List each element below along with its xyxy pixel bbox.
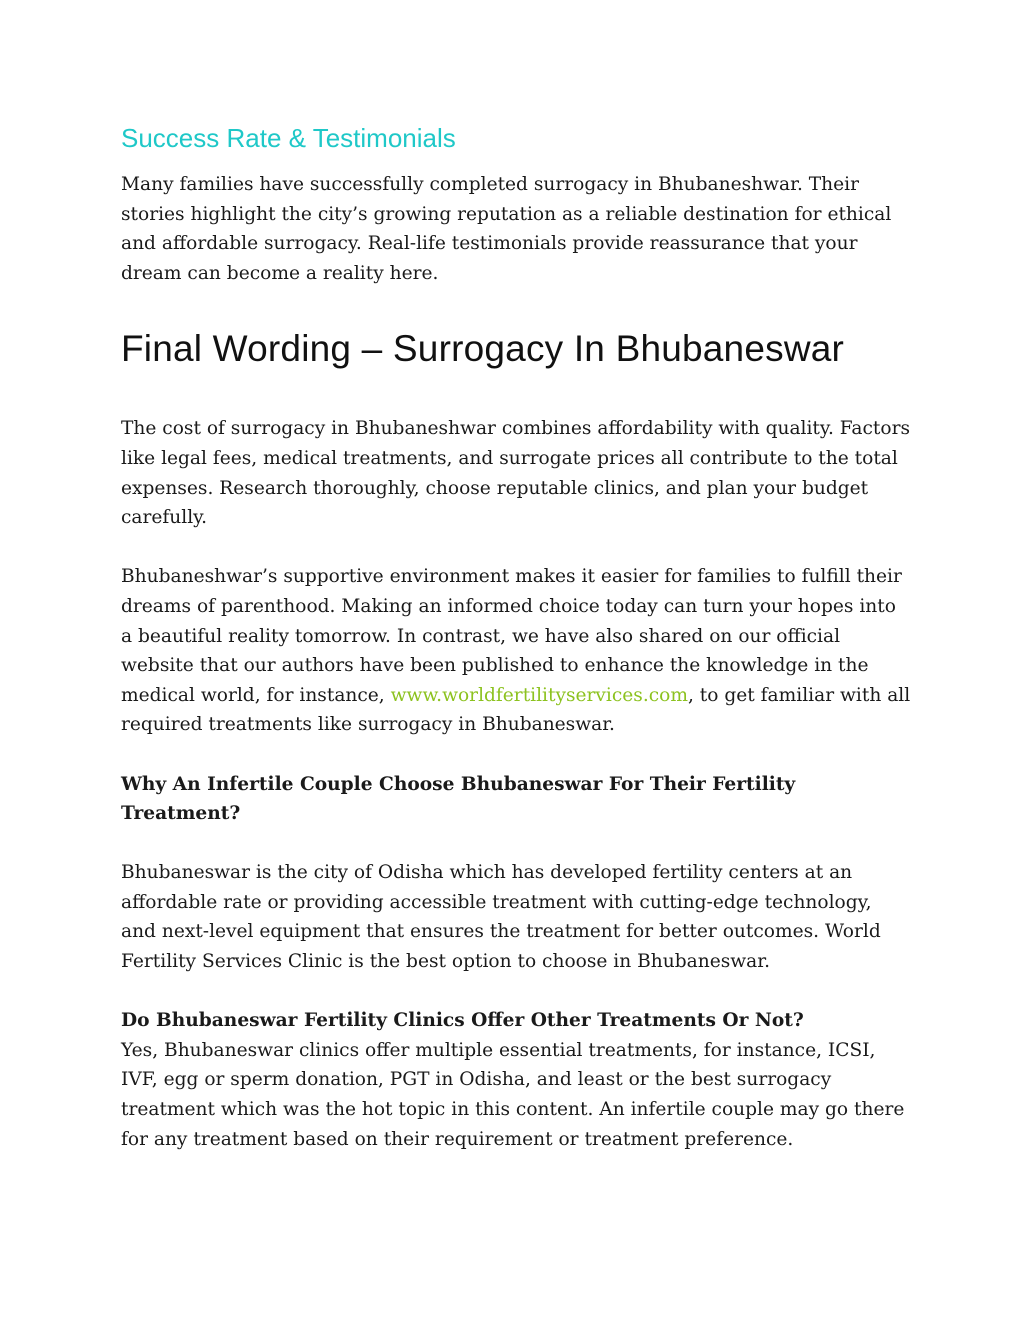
paragraph-2-text-after: , to get familiar with all required treatments like surrogacy in Bhubaneswar. — [121, 684, 911, 736]
section-heading-success-rate: Success Rate & Testimonials — [121, 123, 456, 153]
question-1-answer: Bhubaneswar is the city of Odisha which has developed fertility centers at an affordable rate or providing accessible treatment with cutting-edge technology, and next-level equipment that ensures the treatment for better outcomes. World Fertility Services Clinic is the best option to choose in Bhubaneswar. — [121, 862, 881, 973]
paragraph-spacer — [121, 829, 911, 859]
world-fertility-services-link[interactable]: www.worldfertilityservices.com — [390, 684, 688, 706]
question-2-heading: Do Bhubaneswar Fertility Clinics Offer Other Treatments Or Not? — [121, 1010, 804, 1032]
document-page — [121, 118, 911, 1154]
success-rate-paragraph: Many families have successfully completed surrogacy in Bhubaneshwar. Their stories highlight the city’s growing reputation as a reliable destination for ethical and affordable surrogacy. Real-life testimonials provide reassurance that your dream can become a reality here. — [121, 174, 892, 284]
final-wording-paragraph-2 — [121, 562, 911, 740]
final-wording-paragraph-1: The cost of surrogacy in Bhubaneshwar combines affordability with quality. Factors like legal fees, medical treatments, and surrogate prices all contribute to the total expenses. Research thoroughly, choose reputable clinics, and plan your budget carefully. — [121, 418, 910, 529]
paragraph-spacer — [121, 740, 911, 770]
final-wording-heading: Final Wording – Surrogacy In Bhubaneswar — [121, 328, 845, 370]
question-2-answer: Yes, Bhubaneswar clinics offer multiple essential treatments, for instance, ICSI, IVF, egg or sperm donation, PGT in Odisha, and least or the best surrogacy treatment which was the hot topic in this content. An infertile couple may go there for any treatment based on their requirement or treatment preference. — [121, 1039, 905, 1150]
question-1-heading: Why An Infertile Couple Choose Bhubaneswar For Their Fertility Treatment? — [121, 773, 796, 825]
paragraph-2-text-before: Bhubaneshwar’s supportive environment makes it easier for families to fulfill their dreams of parenthood. Making an informed choice today can turn your hopes into a beautiful reality tomorrow. In contrast, we have also shared on our official website that our authors have been published to enhance the knowledge in the medical world, for instance, — [121, 566, 902, 706]
paragraph-spacer — [121, 977, 911, 1007]
paragraph-spacer — [121, 533, 911, 563]
